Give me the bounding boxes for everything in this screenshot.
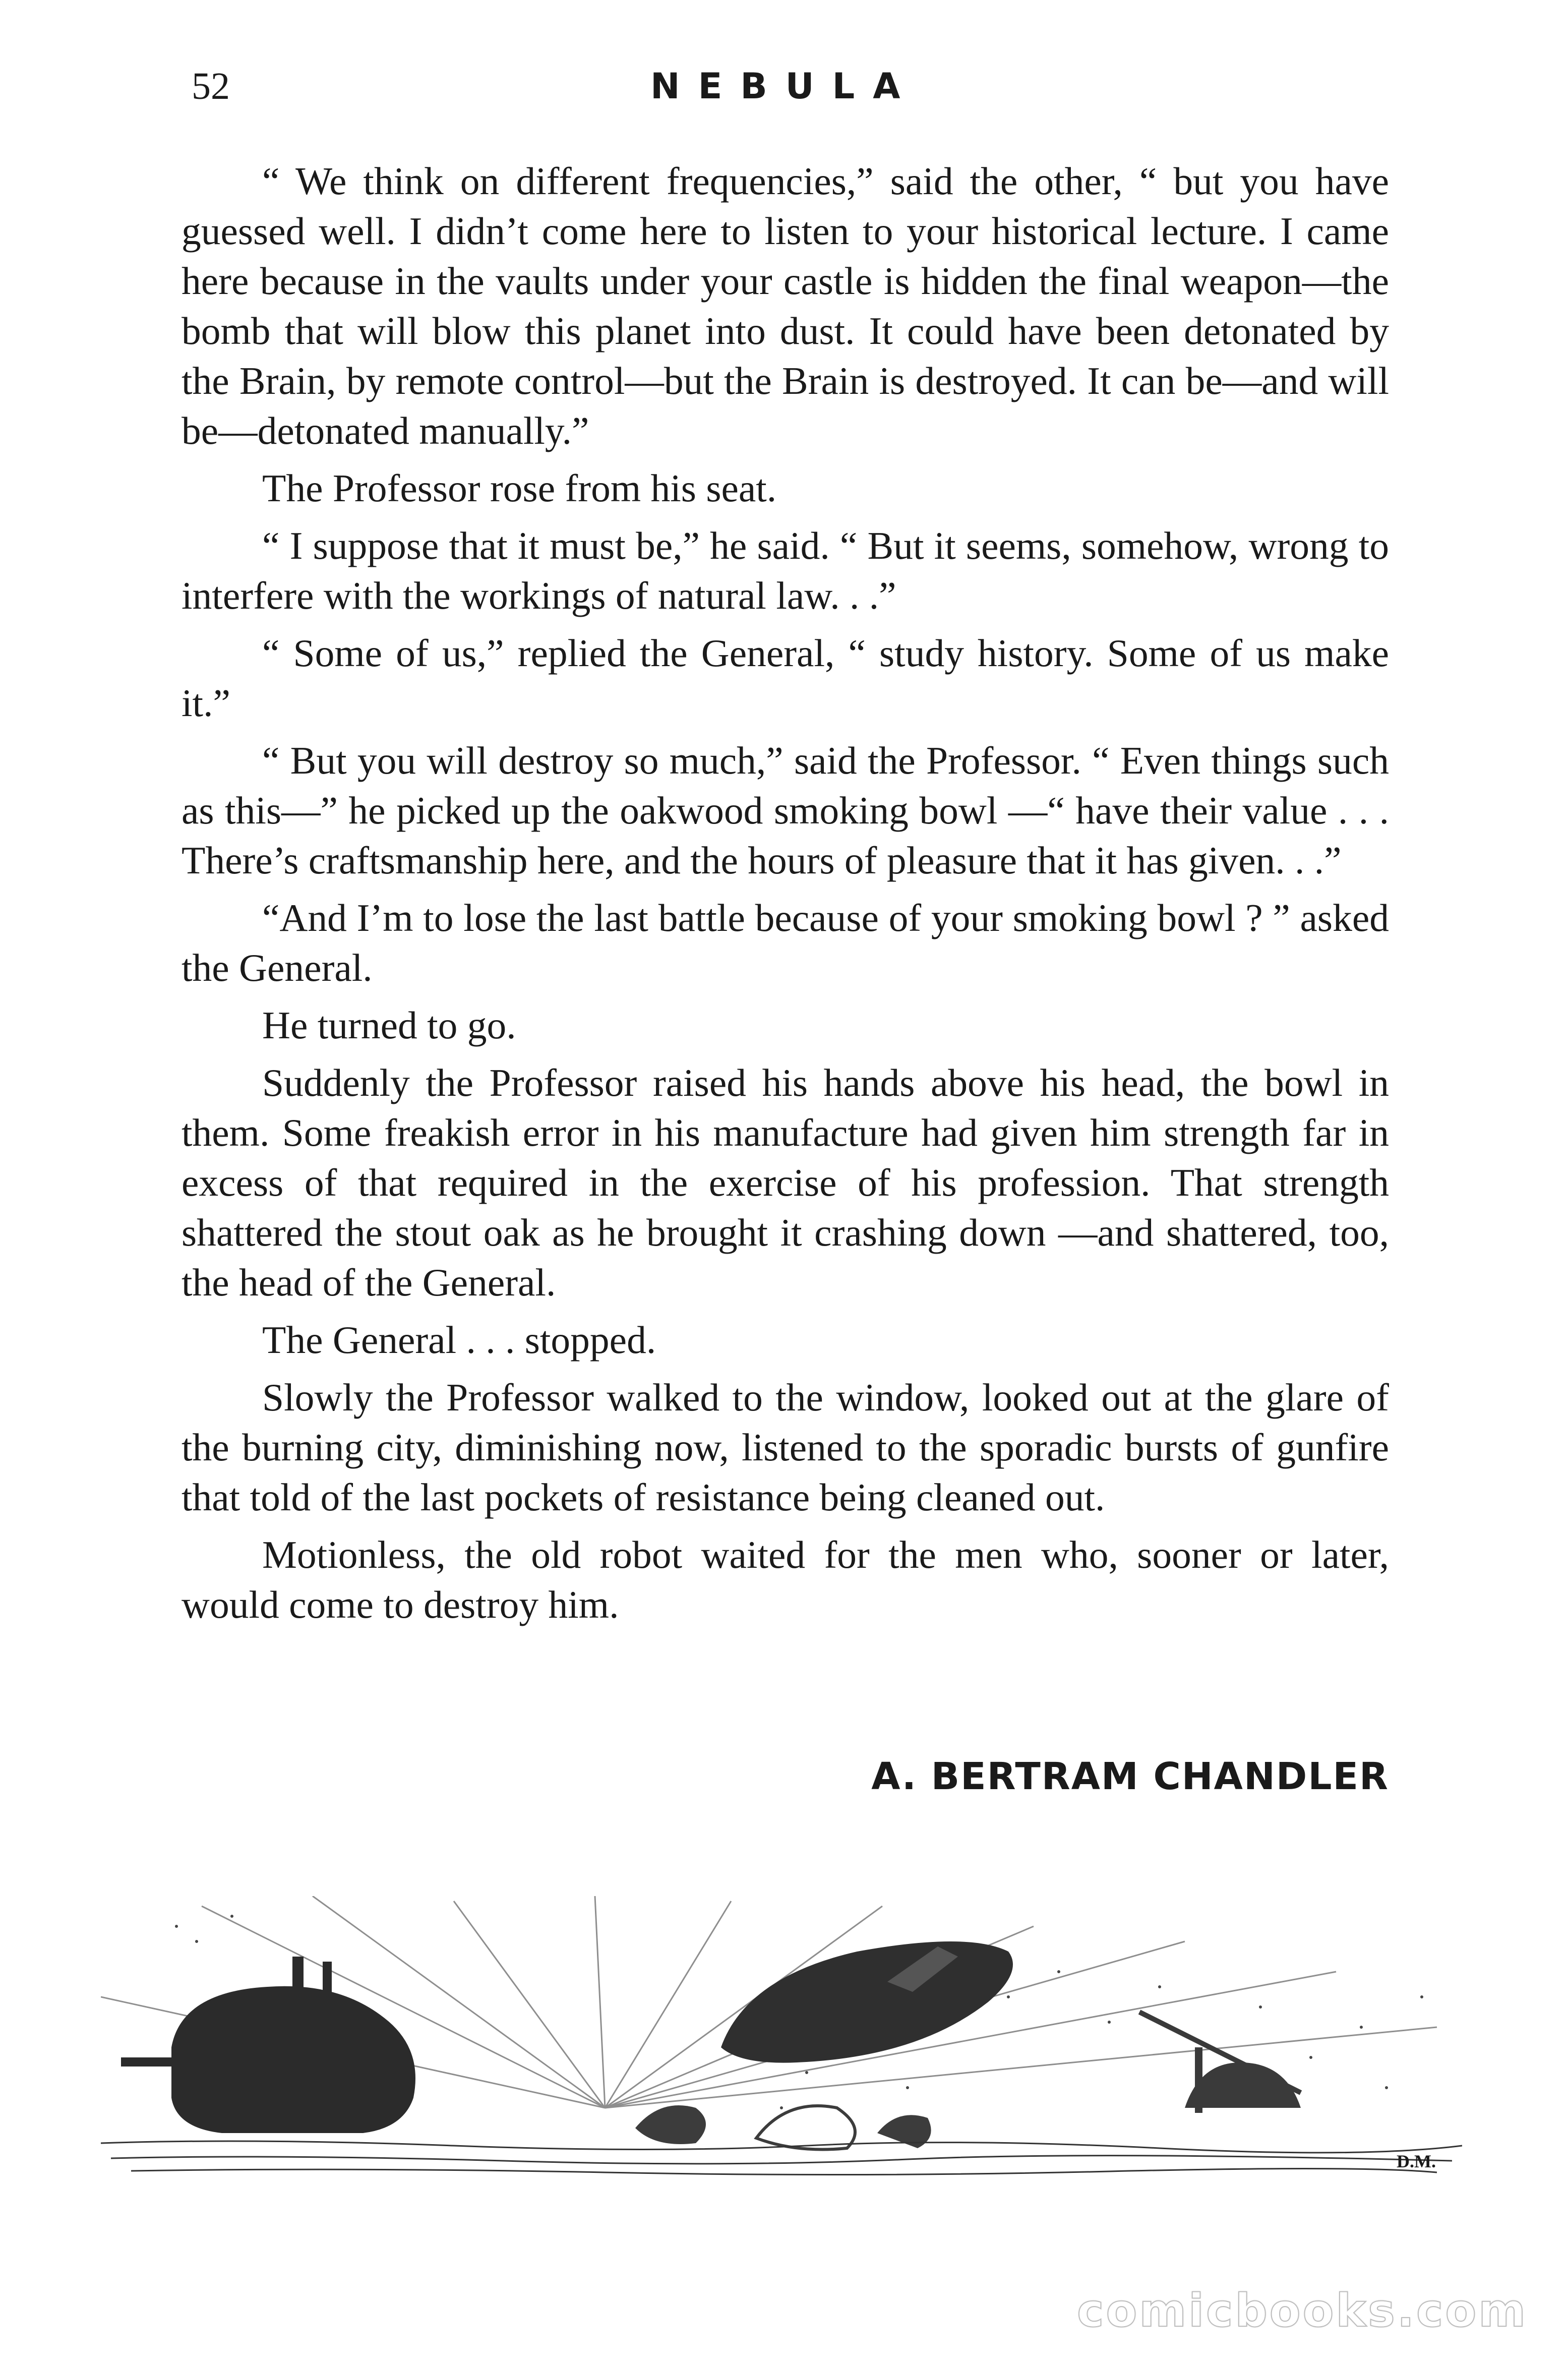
paragraph: “ But you will destroy so much,” said the Professor. “ Even things such as this—” he picked up the oakwood smoking bowl —“ have their value . . . There’s craftsmanship here, and the hours of pleasure that it has given. . .”	[182, 739, 1389, 882]
tank-silhouette	[121, 1957, 415, 2133]
battle-illustration	[101, 1896, 1462, 2178]
paragraph: “ I suppose that it must be,” he said. “ But it seems, somehow, wrong to interfere with the workings of natural law. . .”	[182, 524, 1389, 617]
paragraph: Slowly the Professor walked to the window, looked out at the glare of the burning city, diminishing now, listened to the sporadic bursts of gunfire that told of the last pockets of resistance being cleaned out.	[182, 1376, 1389, 1519]
gun-emplacement	[1139, 2012, 1301, 2113]
running-title: NEBULA	[650, 66, 919, 107]
author-byline: A. BERTRAM CHANDLER	[871, 1755, 1389, 1798]
airship-silhouette	[721, 1941, 1013, 2063]
paragraph: Motionless, the old robot waited for the men who, sooner or later, would come to destroy him.	[182, 1533, 1389, 1626]
paragraph: Suddenly the Professor raised his hands above his head, the bowl in them. Some freakish error in his manufacture had given him strength far in excess of that required in the exercise of his profession. That strength shattered the stout oak as he brought it crashing down —and shattered, too, the head of the General.	[182, 1061, 1389, 1304]
story-text	[182, 156, 1389, 1637]
ground-lines	[101, 2141, 1462, 2175]
paragraph: He turned to go.	[262, 1003, 516, 1047]
battle-scene-drawing	[101, 1896, 1462, 2178]
artist-signature: D.M.	[1397, 2151, 1436, 2171]
paragraph: “And I’m to lose the last battle because of your smoking bowl ? ” asked the General.	[182, 896, 1389, 989]
paragraph: “ We think on different frequencies,” said the other, “ but you have guessed well. I didn’t come here to listen to your historical lecture. I came here because in the vaults under your castle is hidden the final weapon—the bomb that will blow this planet into dust. It could have been detonated by the Brain, by remote control—but the Brain is destroyed. It can be—and will be—detonated manually.”	[182, 159, 1389, 452]
paragraph: The General . . . stopped.	[262, 1318, 656, 1362]
page-number: 52	[192, 65, 230, 107]
paragraph: The Professor rose from his seat.	[262, 466, 777, 510]
site-watermark: comicbooks.com	[1077, 2284, 1528, 2337]
paragraph: “ Some of us,” replied the General, “ study history. Some of us make it.”	[182, 631, 1389, 725]
